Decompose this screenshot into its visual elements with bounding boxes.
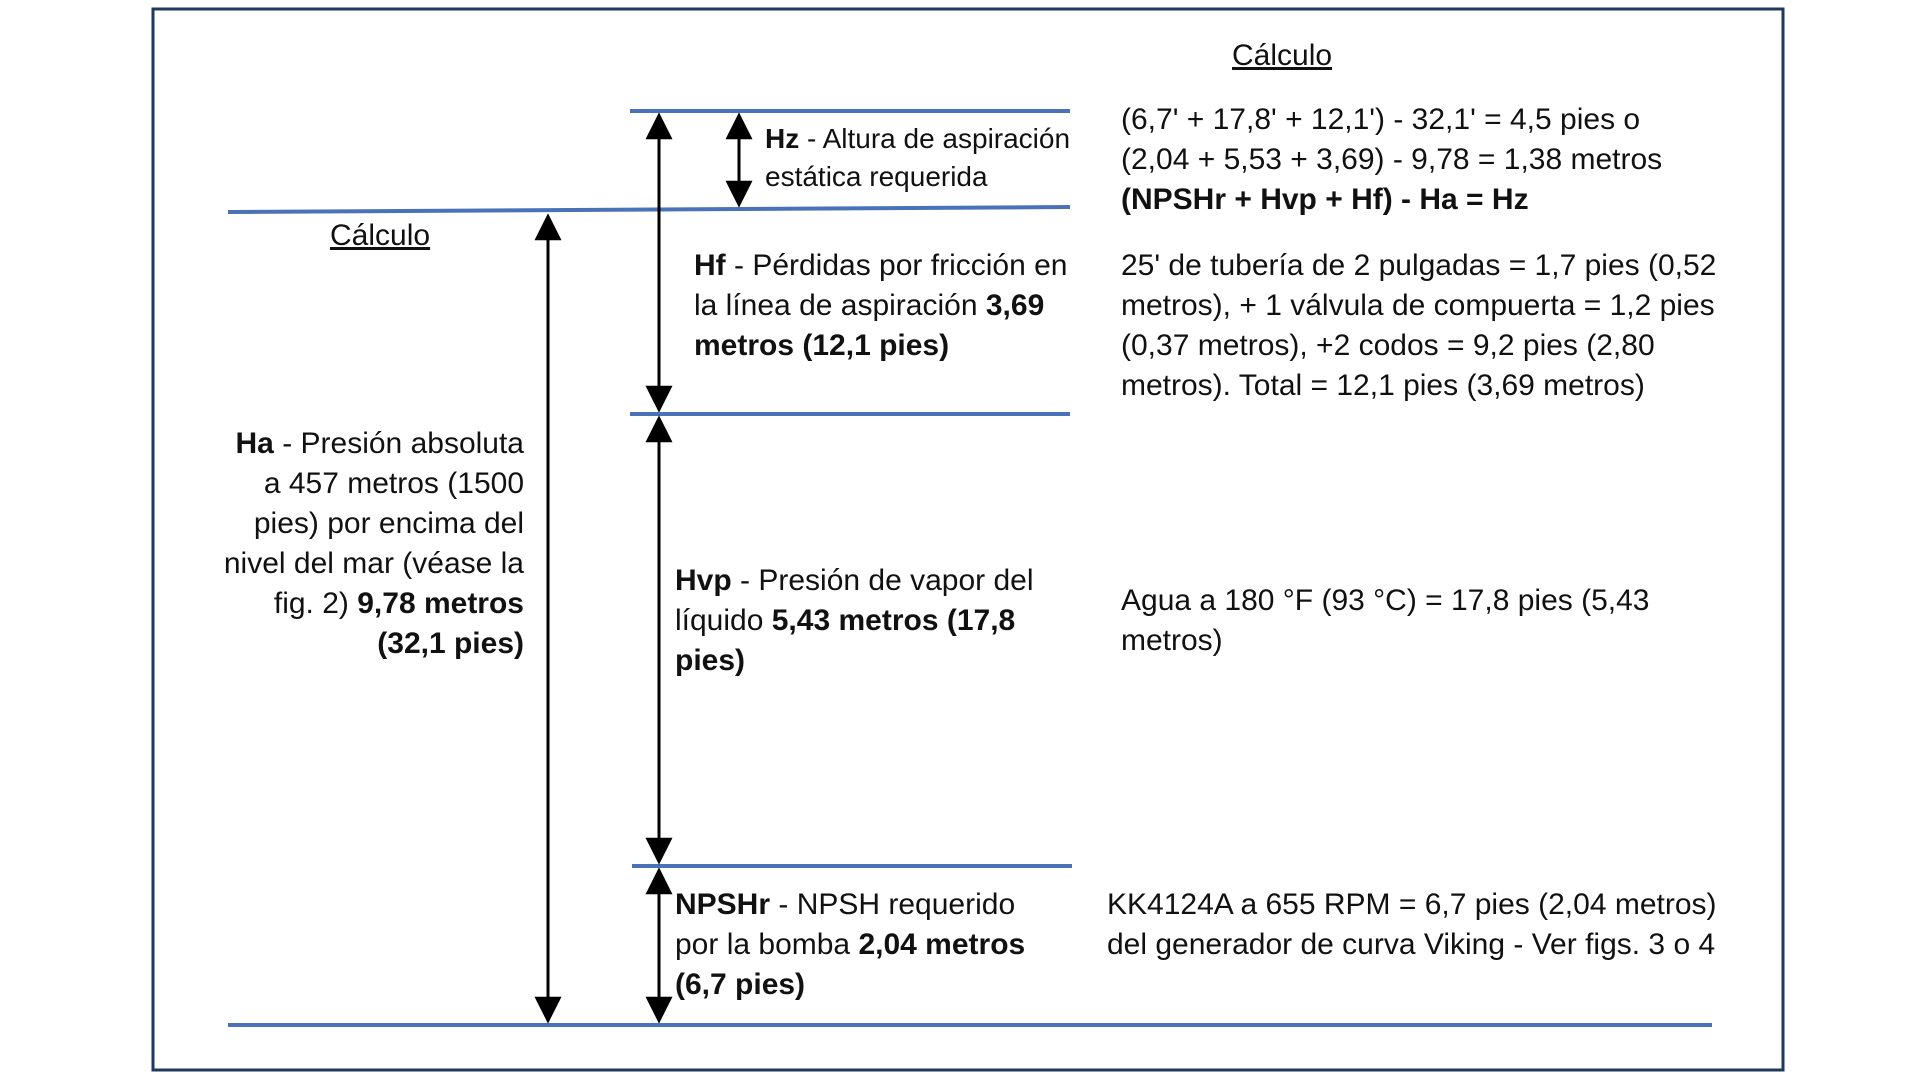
- level-line-ha-top: [228, 207, 1070, 212]
- hz-calc-line-1: (6,7' + 17,8' + 12,1') - 32,1' = 4,5 pies o: [1121, 103, 1641, 136]
- hz-formula: (NPSHr + Hvp + Hf) - Ha = Hz: [1121, 183, 1529, 216]
- npshr-value: 2,04 metros (6,7 pies): [675, 928, 1026, 1001]
- calc-heading-top: Cálculo: [1232, 39, 1333, 72]
- hvp-symbol: Hvp: [675, 564, 732, 597]
- hvp-value: 5,43 metros (17,8 pies): [675, 604, 1016, 677]
- hz-symbol: Hz: [765, 123, 800, 154]
- npshr-label: [675, 885, 1045, 1005]
- npshr-description: - NPSH requerido por la bomba: [675, 888, 1016, 961]
- npshr-symbol: NPSHr: [675, 888, 771, 921]
- ha-symbol: Ha: [235, 427, 274, 460]
- hz-label: [765, 120, 1105, 196]
- ha-description: - Presión absoluta a 457 metros (1500 pies) por encima del nivel del mar (véase la fig. 2): [223, 427, 524, 620]
- hf-value: 3,69 metros (12,1 pies): [694, 289, 1045, 362]
- ha-value: 9,78 metros (32,1 pies): [357, 587, 524, 660]
- hz-description: - Altura de aspiración estática requerida: [765, 123, 1071, 192]
- hf-description: - Pérdidas por fricción en la línea de aspiración: [694, 249, 1068, 322]
- hz-calc-line-2: (2,04 + 5,53 + 3,69) - 9,78 = 1,38 metros: [1121, 143, 1663, 176]
- hf-label: [694, 246, 1074, 366]
- hvp-calculation: Agua a 180 °F (93 °C) = 17,8 pies (5,43 metros): [1121, 584, 1650, 657]
- hf-symbol: Hf: [694, 249, 726, 282]
- npshr-calculation: KK4124A a 655 RPM = 6,7 pies (2,04 metros) del generador de curva Viking - Ver figs. 3 o 4: [1107, 888, 1717, 961]
- hvp-description: - Presión de vapor del líquido: [675, 564, 1034, 637]
- ha-label: [220, 424, 524, 664]
- calc-heading-left: Cálculo: [330, 219, 431, 252]
- hz-calculation: [1121, 100, 1761, 220]
- hf-calculation: 25' de tubería de 2 pulgadas = 1,7 pies (0,52 metros), + 1 válvula de compuerta = 1,2 pies (0,37 metros), +2 codos = 9,2 pies (2,80 metros). Total = 12,1 pies (3,69 metros): [1121, 249, 1717, 402]
- hvp-label: [675, 561, 1045, 681]
